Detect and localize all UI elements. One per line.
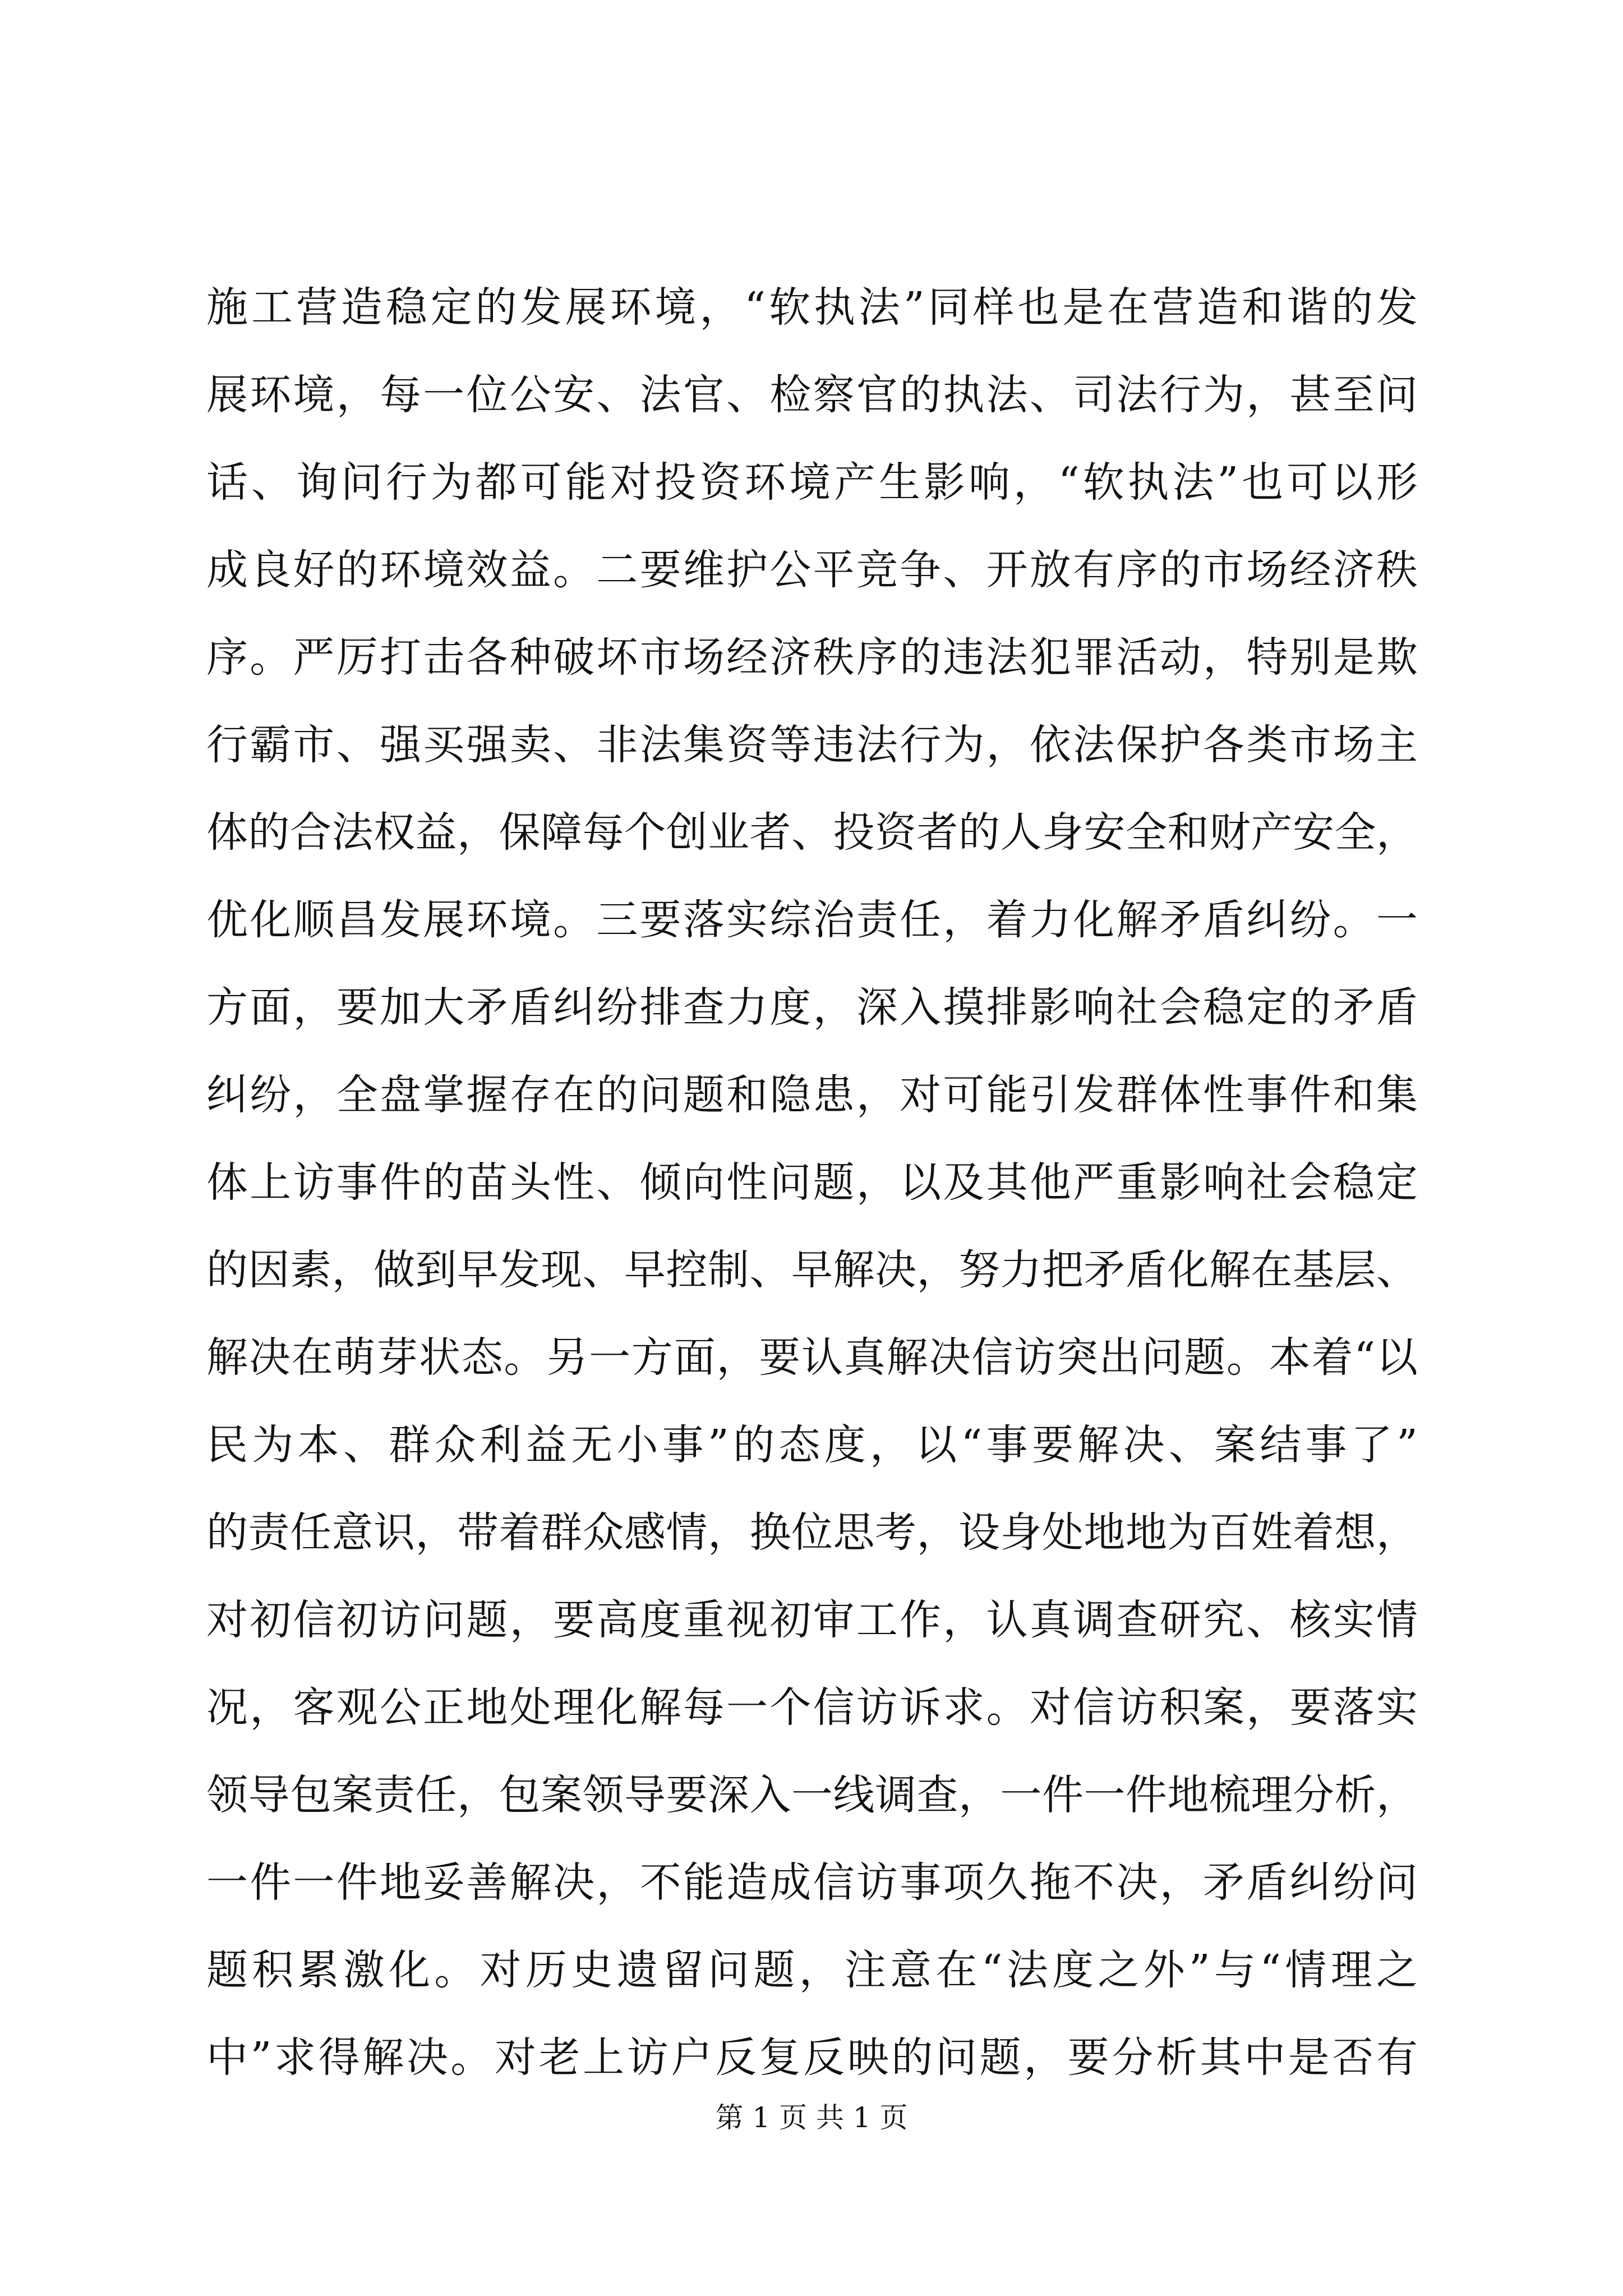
- text-line: 对初信初访问题，要高度重视初审工作，认真调查研究、核实情: [206, 1596, 1418, 1644]
- text-line: 解决在萌芽状态。另一方面，要认真解决信访突出问题。本着“以: [206, 1333, 1418, 1382]
- text-line: 体上访事件的苗头性、倾向性问题，以及其他严重影响社会稳定: [206, 1158, 1418, 1207]
- text-line: 方面，要加大矛盾纠纷排查力度，深入摸排影响社会稳定的矛盾: [206, 983, 1418, 1032]
- text-line: 况，客观公正地处理化解每一个信访诉求。对信访积案，要落实: [206, 1683, 1418, 1732]
- text-line: 序。严厉打击各种破坏市场经济秩序的违法犯罪活动，特别是欺: [206, 633, 1418, 682]
- text-line: 体的合法权益，保障每个创业者、投资者的人身安全和财产安全，: [206, 808, 1418, 857]
- text-line: 中”求得解决。对老上访户反复反映的问题，要分析其中是否有: [206, 2033, 1418, 2082]
- text-line: 一件一件地妥善解决，不能造成信访事项久拖不决，矛盾纠纷问: [206, 1858, 1418, 1907]
- text-line: 展环境，每一位公安、法官、检察官的执法、司法行为，甚至问: [206, 371, 1418, 419]
- text-line: 题积累激化。对历史遗留问题，注意在“法度之外”与“情理之: [206, 1946, 1418, 1994]
- body-paragraph: [206, 264, 1418, 2101]
- text-line: 的责任意识，带着群众感情，换位思考，设身处地地为百姓着想，: [206, 1508, 1418, 1557]
- text-line: 纠纷，全盘掌握存在的问题和隐患，对可能引发群体性事件和集: [206, 1071, 1418, 1119]
- text-line: 行霸市、强买强卖、非法集资等违法行为，依法保护各类市场主: [206, 721, 1418, 769]
- text-line: 民为本、群众利益无小事”的态度，以“事要解决、案结事了”: [206, 1421, 1418, 1469]
- text-line: 施工营造稳定的发展环境，“软执法”同样也是在营造和谐的发: [206, 283, 1418, 332]
- text-line: 成良好的环境效益。二要维护公平竞争、开放有序的市场经济秩: [206, 546, 1418, 594]
- text-line: 的因素，做到早发现、早控制、早解决，努力把矛盾化解在基层、: [206, 1246, 1418, 1294]
- page-footer: 第 1 页 共 1 页: [715, 2101, 908, 2134]
- text-line: 优化顺昌发展环境。三要落实综治责任，着力化解矛盾纠纷。一: [206, 896, 1418, 944]
- text-line: 领导包案责任，包案领导要深入一线调查，一件一件地梳理分析，: [206, 1771, 1418, 1819]
- text-line: 话、询问行为都可能对投资环境产生影响，“软执法”也可以形: [206, 458, 1418, 507]
